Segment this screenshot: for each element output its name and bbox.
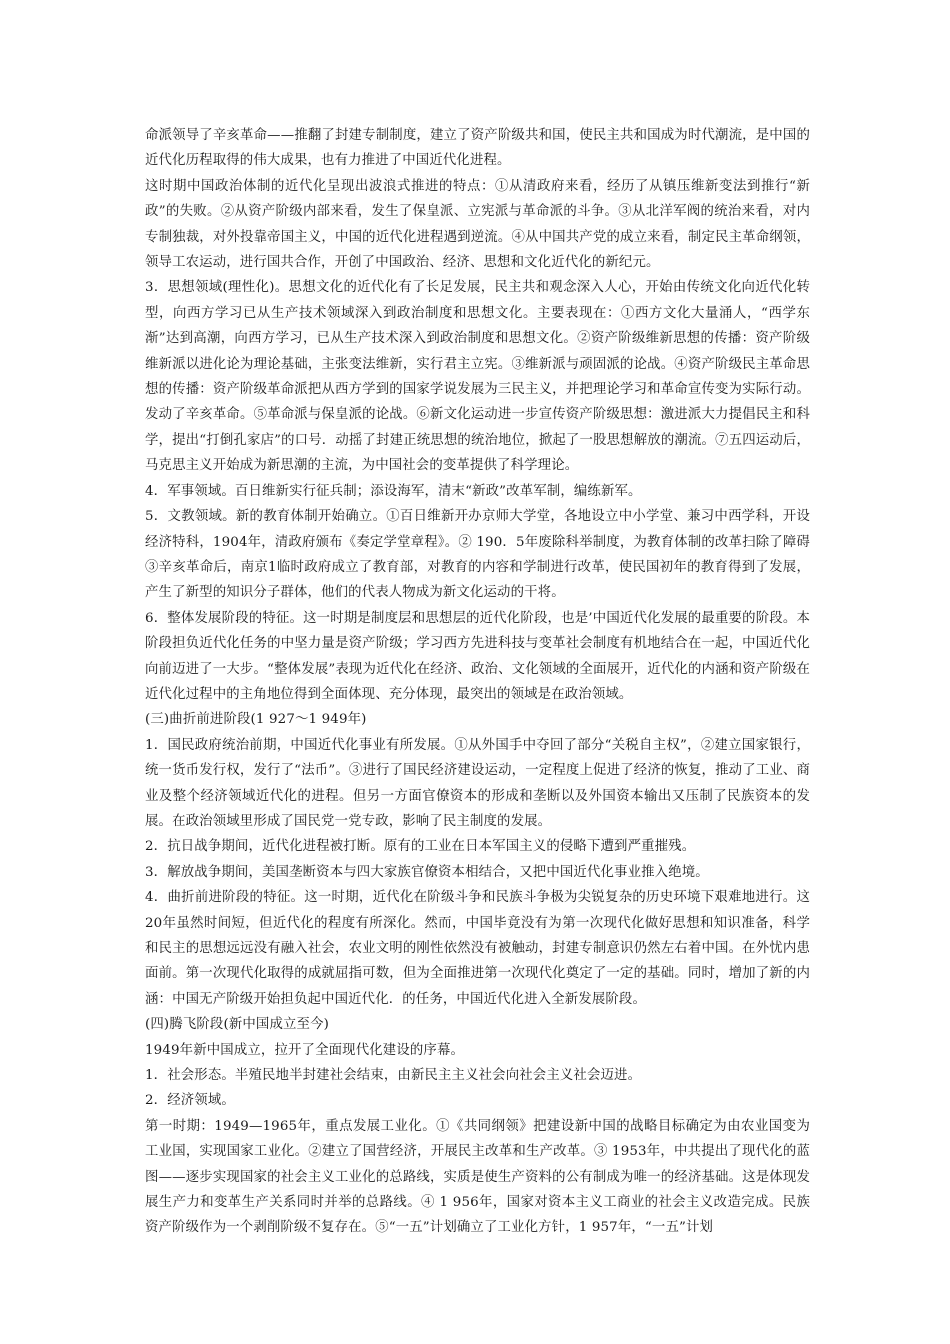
- paragraph-political-system: 这时期中国政治体制的近代化呈现出波浪式推进的特点：①从清政府来看，经历了从镇压维新变法到推行“新政”的失败。②从资产阶级内部来看，发生了保皇派、立宪派与革命派的斗争。③从北洋军阀的统治来看，对内专制独裁，对外投靠帝国主义，中国的近代化进程遇到逆流。④从中国共产党的成立来看，制定民主革命纲领，领导工农运动，进行国共合作，开创了中国政治、经济、思想和文化近代化的新纪元。: [145, 178, 810, 271]
- paragraph-revolution-intro: 命派领导了辛亥革命——推翻了封建专制制度，建立了资产阶级共和国，使民主共和国成为时代潮流，是中国的近代化历程取得的伟大成果，也有力推进了中国近代化进程。: [145, 128, 810, 169]
- paragraph-first-period: 第一时期：1949—1965年，重点发展工业化。①《共同纲领》把建设新中国的战略目标确定为由农业国变为工业国，实现国家工业化。②建立了国营经济，开展民主改革和生产改革。③ 1953年，中共提出了现代化的蓝图——逐步实现国家的社会主义工业化的总路线，实质是使生产资料的公有制成为唯一的经济基础。这是体现发展生产力和变革生产关系同时并举的总路线。④ 1 956年，国家对资本主义工商业的社会主义改造完成。民族资产阶级作为一个剥削阶级不复存在。⑤“一五”计划确立了工业化方针，1 957年，“一五”计划: [145, 1118, 810, 1236]
- paragraph-ideology: 3．思想领域(理性化)。思想文化的近代化有了长足发展，民主共和观念深入人心，开始由传统文化向近代化转型，向西方学习已从生产技术领域深入到政治制度和思想文化。主要表现在：①西方文化大量涌人，“西学东渐”达到高潮，向西方学习，已从生产技术深入到政治制度和思想文化。②资产阶级维新思想的传播：资产阶级维新派以进化论为理论基础，主张变法维新，实行君主立宪。③维新派与顽固派的论战。④资产阶级民主革命思想的传播：资产阶级革命派把从西方学到的国家学说发展为三民主义，并把理论学习和革命宣传变为实际行动。发动了辛亥革命。⑤革命派与保皇派的论战。⑥新文化运动进一步宣传资产阶级思想：激进派大力提倡民主和科学，提出“打倒孔家店”的口号．动摇了封建正统思想的统治地位，掀起了一股思想解放的潮流。⑦五四运动后，马克思主义开始成为新思潮的主流，为中国社会的变革提供了科学理论。: [145, 280, 810, 474]
- section-heading-tortuous-stage: (三)曲折前进阶段(1 927～1 949年): [145, 712, 367, 728]
- paragraph-military: 4．军事领域。百日维新实行征兵制；添设海军，清末“新政”改革军制，编练新军。: [145, 483, 642, 499]
- paragraph-education: 5．文教领域。新的教育体制开始确立。①百日维新开办京师大学堂，各地设立中小学堂、兼习中西学科，开设经济特科，1904年，清政府颁布《奏定学堂章程》。② 190．5年废除科举制度，为教育体制的改革扫除了障碍③辛亥革命后，南京1临时政府成立了教育部，对教育的内容和学制进行改革，使民国初年的教育得到了发展，产生了新型的知识分子群体，他们的代表人物成为新文化运动的干将。: [145, 509, 810, 601]
- paragraph-social-form: 1．社会形态。半殖民地半封建社会结束，由新民主主义社会向社会主义社会迈进。: [145, 1068, 642, 1084]
- document-body: [145, 123, 810, 1241]
- paragraph-nationalist-government: 1．国民政府统治前期，中国近代化事业有所发展。①从外国手中夺回了部分“关税自主权”，②建立国家银行，统一货币发行权，发行了“法币”。③进行了国民经济建设运动，一定程度上促进了经济的恢复，推动了工业、商业及整个经济领域近代化的进程。但另一方面官僚资本的形成和垄断以及外国资本输出又压制了民族资本的发展。在政治领域里形成了国民党一党专政，影响了民主制度的发展。: [145, 737, 810, 829]
- paragraph-stage-features: 6．整体发展阶段的特征。这一时期是制度层和思想层的近代化阶段，也是’中国近代化发展的最重要的阶段。本阶段担负近代化任务的中坚力量是资产阶级；学习西方先进科技与变革社会制度有机地结合在一起，中国近代化向前迈进了一大步。“整体发展”表现为近代化在经济、政治、文化领域的全面展开，近代化的内涵和资产阶级在近代化过程中的主角地位得到全面体现、充分体现，最突出的领域是在政治领域。: [145, 610, 810, 702]
- paragraph-economic-field-heading: 2．经济领域。: [145, 1093, 235, 1109]
- paragraph-tortuous-features: 4．曲折前进阶段的特征。这一时期，近代化在阶级斗争和民族斗争极为尖锐复杂的历史环境下艰难地进行。这20年虽然时间短，但近代化的程度有所深化。然而，中国毕竟没有为第一次现代化做好思想和知识准备，科学和民主的思想远远没有融入社会，农业文明的刚性依然没有被触动，封建专制意识仍然左右着中国。在外忧内患面前。第一次现代化取得的成就屈指可数，但为全面推进第一次现代化奠定了一定的基础。同时，增加了新的内涵：中国无产阶级开始担负起中国近代化．的任务，中国近代化进入全新发展阶段。: [145, 890, 810, 1007]
- section-heading-takeoff-stage: (四)腾飞阶段(新中国成立至今): [145, 1017, 329, 1033]
- paragraph-founding-1949: 1949年新中国成立，拉开了全面现代化建设的序幕。: [145, 1042, 465, 1058]
- paragraph-liberation-war: 3．解放战争期间，美国垄断资本与四大家族官僚资本相结合，又把中国近代化事业推入绝境。: [145, 864, 709, 880]
- paragraph-anti-japanese-war: 2．抗日战争期间，近代化进程被打断。原有的工业在日本军国主义的侵略下遭到严重摧残。: [145, 839, 696, 855]
